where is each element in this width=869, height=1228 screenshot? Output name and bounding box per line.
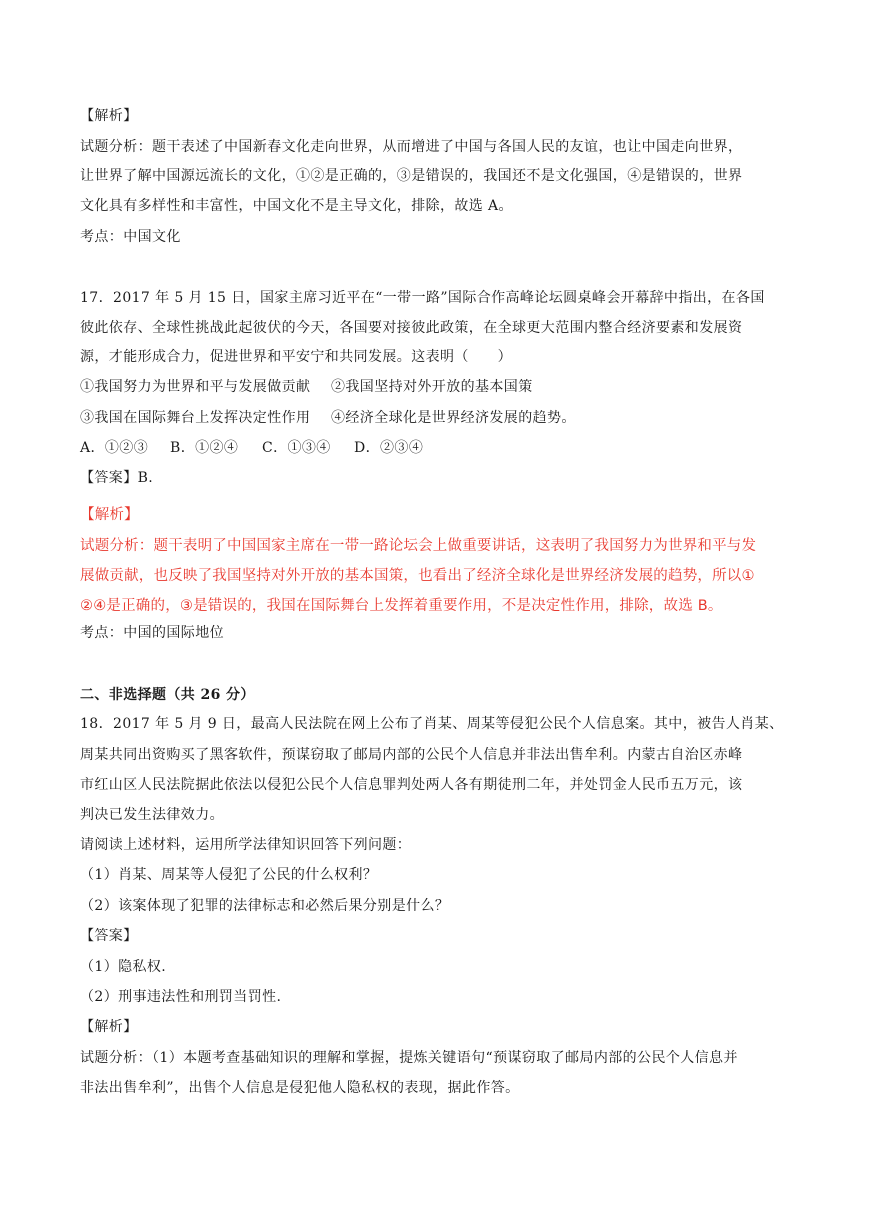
q17-option-row xyxy=(80,408,800,428)
q18-answer: （2）刑事违法性和刑罚当罚性. xyxy=(80,989,282,1005)
q18-answer-heading: 【答案】 xyxy=(80,928,138,944)
q18-stem-line: 市红山区人民法院据此依法以侵犯公民个人信息罪判处两人各有期徒刑二年，并处罚金人民币五万元，该 xyxy=(80,777,743,793)
q18-analysis-heading: 【解析】 xyxy=(80,1019,138,1035)
q17-option-row xyxy=(80,377,800,397)
q17-choice: B．①②④ xyxy=(170,440,239,456)
q17-choice: A．①②③ xyxy=(80,440,149,456)
q17-kaodian: 考点：中国的国际地位 xyxy=(80,625,224,641)
q17-analysis-line: 试题分析：题干表明了中国国家主席在一带一路论坛会上做重要讲话，这表明了我国努力为世界和平与发 xyxy=(80,538,757,554)
q17-analysis-line: ②④是正确的，③是错误的，我国在国际舞台上发挥着重要作用，不是决定性作用，排除，故选 B。 xyxy=(80,598,723,614)
q16-kaodian: 考点：中国文化 xyxy=(80,229,181,245)
q16-analysis-line: 试题分析：题干表述了中国新春文化走向世界，从而增进了中国与各国人民的友谊，也让中国走向世界， xyxy=(80,139,743,155)
q18-answer: （1）隐私权. xyxy=(80,959,167,975)
q18-analysis-line: 试题分析：（1）本题考查基础知识的理解和掌握，提炼关键语句“预谋窃取了邮局内部的公民个人信息并 xyxy=(80,1050,738,1066)
q17-choice: D．②③④ xyxy=(354,440,424,456)
q17-analysis-line: 展做贡献，也反映了我国坚持对外开放的基本国策，也看出了经济全球化是世界经济发展的趋势，所以① xyxy=(80,568,755,584)
q16-analysis-line: 让世界了解中国源远流长的文化，①②是正确的，③是错误的，我国还不是文化强国，④是错误的，世界 xyxy=(80,168,743,184)
q17-answer: 【答案】B. xyxy=(80,470,154,486)
q18-question: （1）肖某、周某等人侵犯了公民的什么权利？ xyxy=(80,867,378,883)
q18-stem-line: 判决已发生法律效力。 xyxy=(80,807,224,823)
q17-option: ④经济全球化是世界经济发展的趋势。 xyxy=(331,410,576,426)
q18-question: （2）该案体现了犯罪的法律标志和必然后果分别是什么？ xyxy=(80,898,450,914)
section-heading: 二、非选择题（共 26 分） xyxy=(80,687,255,703)
q18-instruction: 请阅读上述材料，运用所学法律知识回答下列问题： xyxy=(80,837,412,853)
q17-option: ②我国坚持对外开放的基本国策 xyxy=(331,379,533,395)
q16-analysis-heading: 【解析】 xyxy=(80,108,138,124)
q17-stem-line: 彼此依存、全球性挑战此起彼伏的今天，各国要对接彼此政策，在全球更大范围内整合经济要素和发展资 xyxy=(80,320,743,336)
q18-analysis-line: 非法出售牟利”，出售个人信息是侵犯他人隐私权的表现，据此作答。 xyxy=(80,1080,520,1096)
q16-analysis-line: 文化具有多样性和丰富性，中国文化不是主导文化，排除，故选 A。 xyxy=(80,198,513,214)
q17-stem-line: 17．2017 年 5 月 15 日，国家主席习近平在“一带一路”国际合作高峰论坛圆桌峰会开幕辞中指出，在各国 xyxy=(80,290,765,306)
q17-stem-line: 源，才能形成合力，促进世界和平安宁和共同发展。这表明（ ） xyxy=(80,349,512,365)
q18-stem-line: 周某共同出资购买了黑客软件，预谋窃取了邮局内部的公民个人信息并非法出售牟利。内蒙古自治区赤峰 xyxy=(80,747,743,763)
q17-analysis-heading: 【解析】 xyxy=(80,507,139,523)
q17-option: ③我国在国际舞台上发挥决定性作用 xyxy=(80,410,311,426)
q17-choice: C．①③④ xyxy=(262,440,331,456)
q18-stem-line: 18．2017 年 5 月 9 日，最高人民法院在网上公布了肖某、周某等侵犯公民个人信息案。其中，被告人肖某、 xyxy=(80,716,784,732)
q17-option: ①我国努力为世界和平与发展做贡献 xyxy=(80,379,311,395)
